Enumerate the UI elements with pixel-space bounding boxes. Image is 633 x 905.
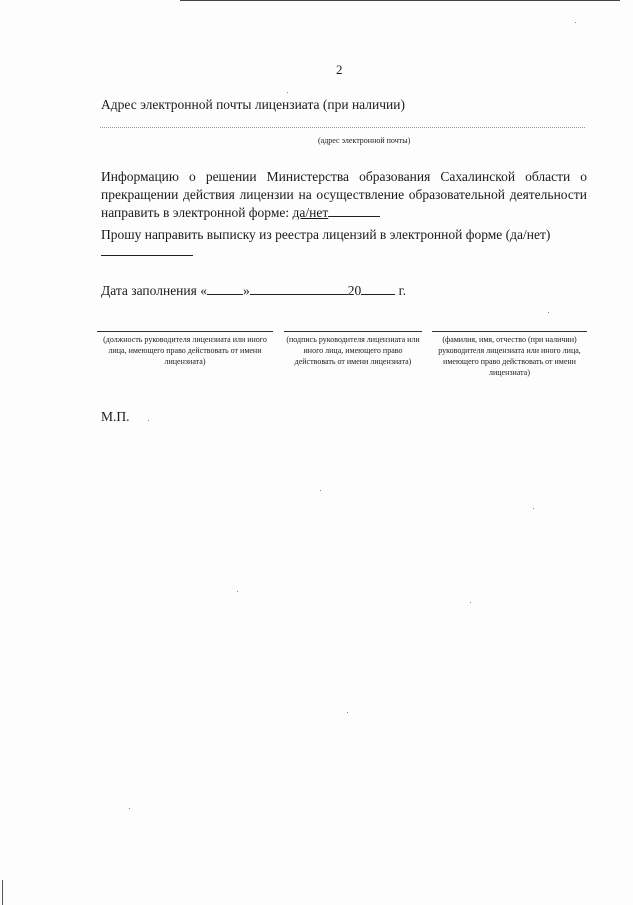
scan-speck (548, 312, 549, 313)
email-field-line[interactable] (100, 127, 585, 128)
fill-date-month-blank[interactable] (250, 282, 348, 295)
scan-left-edge (2, 880, 3, 905)
fill-date-line (101, 282, 406, 299)
registry-extract-paragraph (101, 226, 587, 260)
scan-speck (347, 712, 348, 713)
registry-extract-blank[interactable] (101, 243, 193, 256)
fill-date-day-blank[interactable] (207, 282, 243, 295)
scan-speck (320, 490, 321, 491)
decision-info-text: Информацию о решении Министерства образования Сахалинской области о прекращении действия лицензии на осуществление образовательной деятельности направить в электронной форме: (101, 169, 587, 220)
scan-speck (129, 808, 130, 809)
email-label: Адрес электронной почты лицензиата (при наличии) (101, 97, 405, 112)
scan-speck (533, 508, 534, 509)
scan-speck (575, 22, 576, 23)
signature-sign-caption: (подпись руководителя лицензиата или иного лица, имеющего право действовать от имени лицензиата) (284, 331, 422, 367)
scan-speck (287, 92, 288, 93)
fill-date-year-blank[interactable] (361, 282, 395, 295)
scan-speck (237, 591, 238, 592)
page-number: 2 (336, 62, 343, 77)
fill-date-label: Дата заполнения « (101, 283, 207, 298)
registry-extract-text: Прошу направить выписку из реестра лицензий в электронной форме (да/нет) (101, 227, 551, 242)
fill-date-year-prefix: 20 (347, 283, 362, 298)
decision-info-paragraph (101, 168, 587, 222)
stamp-label: М.П. (101, 409, 130, 424)
signature-name-caption: (фамилия, имя, отчество (при наличии) руководителя лицензиата или иного лица, имеющего право действовать от имени лицензиата) (432, 331, 587, 378)
decision-info-choice[interactable]: да/нет (292, 205, 329, 220)
fill-date-year-suffix: г. (398, 283, 406, 298)
scan-top-edge (180, 0, 620, 1)
decision-info-blank[interactable] (328, 204, 380, 217)
email-caption: (адрес электронной почты) (318, 136, 411, 145)
scan-speck (470, 602, 471, 603)
fill-date-quote-close: » (242, 283, 250, 298)
signature-position-caption: (должность руководителя лицензиата или иного лица, имеющего право действовать от имени лицензиата) (97, 331, 273, 367)
scan-speck (148, 420, 149, 421)
